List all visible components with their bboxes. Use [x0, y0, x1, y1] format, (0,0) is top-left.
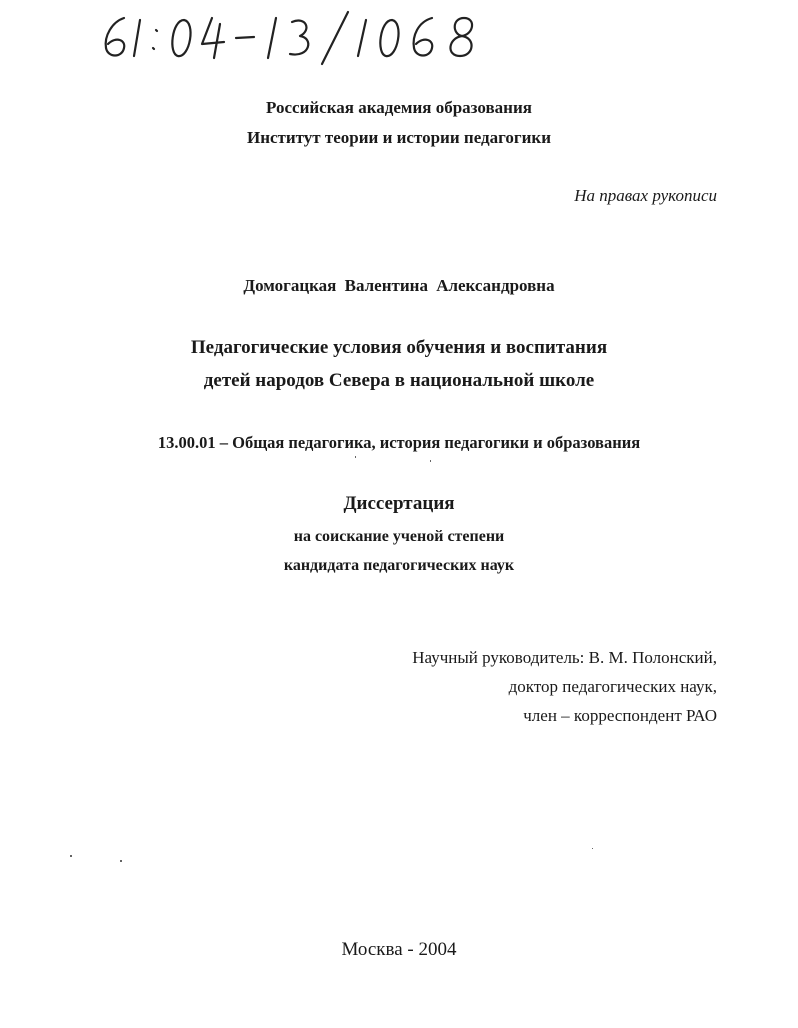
handwritten-shelfmark-drawing [96, 6, 506, 66]
scan-speck [120, 860, 122, 862]
city-year: Москва - 2004 [341, 939, 457, 960]
supervisor-line-3: член – корреспондент РАО [523, 706, 717, 725]
work-kind: Диссертация [343, 493, 455, 514]
degree-purpose-line-1: на соискание ученой степени [293, 528, 505, 545]
organization-name: Российская академия образования [266, 98, 532, 117]
institute-name: Институт теории и истории педагогики [246, 128, 552, 147]
scan-speck [430, 460, 431, 462]
specialty-code: 13.00.01 – Общая педагогика, история педагогики и образования [157, 433, 641, 452]
supervisor-line-2: доктор педагогических наук, [508, 677, 717, 696]
scan-speck [70, 855, 72, 857]
author-name: Домогацкая Валентина Александровна [243, 276, 555, 295]
degree-purpose-line-2: кандидата педагогических наук [283, 557, 515, 574]
handwritten-shelfmark [96, 6, 506, 66]
dissertation-title-line-1: Педагогические условия обучения и воспитания [190, 337, 608, 358]
rights-note: На правах рукописи [574, 186, 717, 205]
scan-speck [592, 848, 593, 849]
dissertation-title-line-2: детей народов Севера в национальной школе [203, 370, 595, 391]
supervisor-line-1: Научный руководитель: В. М. Полонский, [412, 648, 717, 667]
scan-speck [355, 456, 356, 458]
